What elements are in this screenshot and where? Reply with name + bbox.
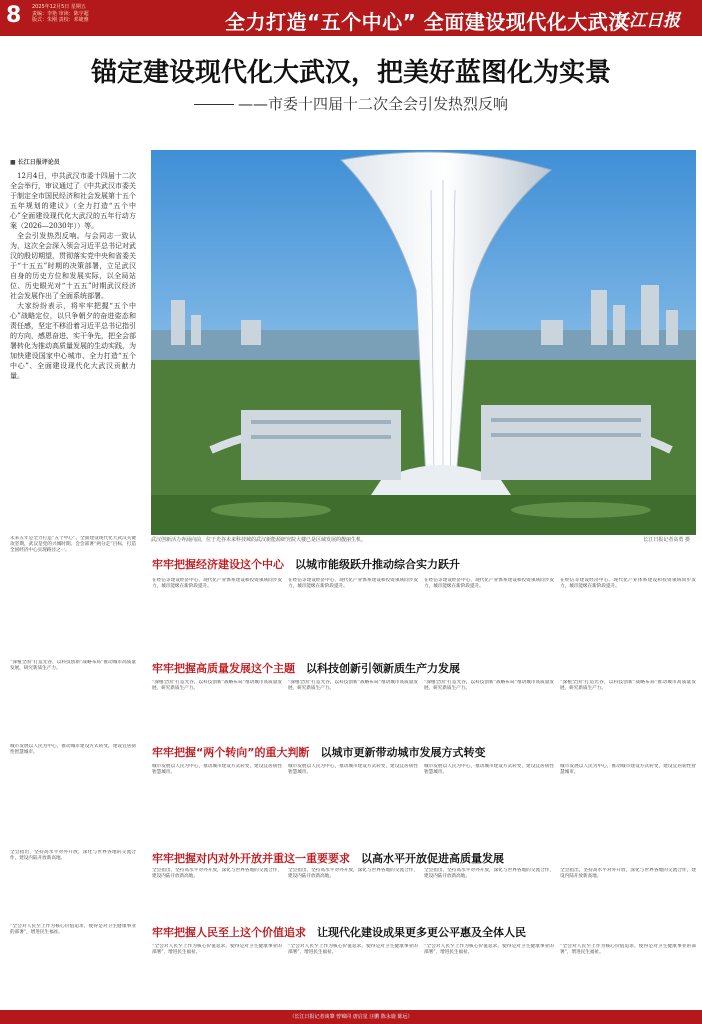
photo-credit: 长江日报记者高勇 摄	[643, 537, 690, 543]
section-body: “全会对人民至上作为核心价值追求，使得是对卫生健康事业的部署”，增进民生福祉。	[10, 924, 136, 936]
section-band-title: 全力打造“五个中心” 全面建设现代化大武汉	[225, 10, 629, 34]
photo-caption: 武汉创新活力奔涌向前，位于光谷未来科技城的武汉新能源研究院大楼已是区域发展的靓丽生机。 长江日报记者高勇 摄	[151, 537, 690, 543]
section-heading: 牢牢把握经济建设这个中心 以城市能级跃升推动综合实力跃升	[152, 558, 460, 571]
section-heading: 牢牢把握人民至上这个价值追求 让现代化建设成果更多更公平惠及全体人民	[152, 926, 526, 939]
section-body: 城市发展以人民为中心，推动城市建设方式转变，建设宜居韧性智慧城市。	[152, 764, 282, 776]
lead-paragraph: 12月4日，中共武汉市委十四届十二次全会举行，审议通过了《中共武汉市委关于制定全市国民经济和社会发展第十五个五年规划的建议》（全力打造“五个中心”全面建设现代化大武汉的五年行动方案（2026—2030年））等。	[10, 172, 136, 230]
section-body: “全会对人民至上作为核心价值追求，使得是对卫生健康事业的部署”，增进民生福祉。	[424, 944, 554, 956]
section-body: “深植全国”打造光谷，以科技创新“战略布局”推动城市高质量发展，研究新质生产力。	[560, 680, 696, 692]
section-body: “深植全国”打造光谷，以科技创新“战略布局”推动城市高质量发展，研究新质生产力。	[288, 680, 418, 692]
reporter-credits: 长江日报记者谈肇 曾锦同 唐启星 汪鹏 陈永鹿 陈远	[294, 1014, 408, 1020]
section-body: 全会指出，坚持高水平对外开放，深化与世界各地的交流合作，建设内陆开放新高地。	[10, 850, 136, 862]
editor-line: 责编：李艳 审读：陈宇超	[32, 10, 89, 17]
section-body: “深植全国”打造光谷，以科技创新“战略布局”推动城市高质量发展，研究新质生产力。	[152, 680, 282, 692]
news-photo	[151, 150, 696, 535]
page-subtitle: ——市委十四届十二次全会引发热烈反响	[0, 93, 702, 114]
byline: ■ 长江日报评论员	[10, 159, 60, 166]
section-body: “深植全国”打造光谷，以科技创新“战略布局”推动城市高质量发展，研究新质生产力。	[424, 680, 554, 692]
newspaper-logo: 长江日报	[612, 11, 680, 31]
left-article-block: 未来五年是全力打造“五个中心”、全面建设现代化大武汉关键攻坚期，武汉是党的兴城时期。会会部署“两分走”目标，打造全国经济中心实现路径之一。	[10, 536, 136, 554]
lead-paragraph: 全会引发热烈反响。与会同志一致认为，这次全会深入领会习近平总书记对武汉的殷切期望，贯彻落实党中央和省委关于“十五五”时期的决策部署，立足武汉自身的历史方位和发展实际，以全局站位、历史眼光对“十五五”时期武汉经济社会发展作出了全面系统部署。	[10, 232, 136, 300]
section-body: 城市发展以人民为中心，推动城市建设方式转变，建设宜居韧性智慧城市。	[288, 764, 418, 776]
section-body: 在经信等建设经济中心、现代化产业体系建设和投资领域同步发力，城市能级在新阶段提升。	[152, 578, 282, 590]
section-body: 全会指出，坚持高水平对外开放，深化与世界各地的交流合作，建设内陆开放新高地。	[560, 868, 696, 880]
section-body: 在经信等建设经济中心、现代化产业体系建设和投资领域同步发力，城市能级在新阶段提升。	[424, 578, 554, 590]
section-body: 城市发展以人民为中心，推动城市建设方式转变，建设宜居韧性智慧城市。	[10, 744, 136, 756]
page-title: 锚定建设现代化大武汉，把美好蓝图化为实景	[90, 58, 611, 88]
dash-rule	[194, 104, 234, 105]
issue-date: 2025年12月5日 星期五	[32, 4, 86, 10]
section-body: 全会指出，坚持高水平对外开放，深化与世界各地的交流合作，建设内陆开放新高地。	[424, 868, 554, 880]
section-heading: 牢牢把握“两个转向”的重大判断 以城市更新带动城市发展方式转变	[152, 746, 486, 759]
page-number: 8	[6, 3, 22, 28]
section-body: 全会指出，坚持高水平对外开放，深化与世界各地的交流合作，建设内陆开放新高地。	[152, 868, 282, 880]
section-body: 在经信等建设经济中心、现代化产业体系建设和投资领域同步发力，城市能级在新阶段提升。	[288, 578, 418, 590]
lead-column	[10, 171, 136, 476]
section-heading: 牢牢把握高质量发展这个主题 以科技创新引领新质生产力发展	[152, 662, 460, 675]
section-heading: 牢牢把握对内对外开放并重这一重要要求 以高水平开放促进高质量发展	[152, 852, 504, 865]
section-body: 城市发展以人民为中心，推动城市建设方式转变，建设宜居韧性智慧城市。	[560, 764, 696, 776]
page-meta	[32, 4, 142, 24]
designer-line: 版式：朱刚 责校：邓婕雅	[32, 17, 89, 23]
section-body: 全会指出，坚持高水平对外开放，深化与世界各地的交流合作，建设内陆开放新高地。	[288, 868, 418, 880]
section-body: “全会对人民至上作为核心价值追求，使得是对卫生健康事业的部署”，增进民生福祉。	[152, 944, 282, 956]
section-body: “全会对人民至上作为核心价值追求，使得是对卫生健康事业的部署”，增进民生福祉。	[560, 944, 696, 956]
section-body: 在经信等建设经济中心、现代化产业体系建设和投资领域同步发力，城市能级在新阶段提升。	[560, 578, 696, 590]
building-illustration	[151, 150, 696, 535]
lead-paragraph: 大家纷纷表示，将牢牢把握“五个中心”战略定位，以只争朝夕的奋进姿态和责任感，坚定不移沿着习近平总书记指引的方向，感恩奋进、实干争先，把全会部署转化为推动高质量发展的生动实践，为加快建设国家中心城市、全力打造“五个中心”、全面建设现代化大武汉贡献力量。	[10, 302, 136, 380]
section-body: 城市发展以人民为中心，推动城市建设方式转变，建设宜居韧性智慧城市。	[424, 764, 554, 776]
section-body: “全会对人民至上作为核心价值追求，使得是对卫生健康事业的部署”，增进民生福祉。	[288, 944, 418, 956]
section-body: “深植全国”打造光谷，以科技创新“战略布局”推动城市高质量发展，研究新质生产力。	[10, 660, 136, 672]
footer-band: （长江日报记者谈肇 曾锦同 唐启星 汪鹏 陈永鹿 陈远）	[0, 1010, 702, 1024]
